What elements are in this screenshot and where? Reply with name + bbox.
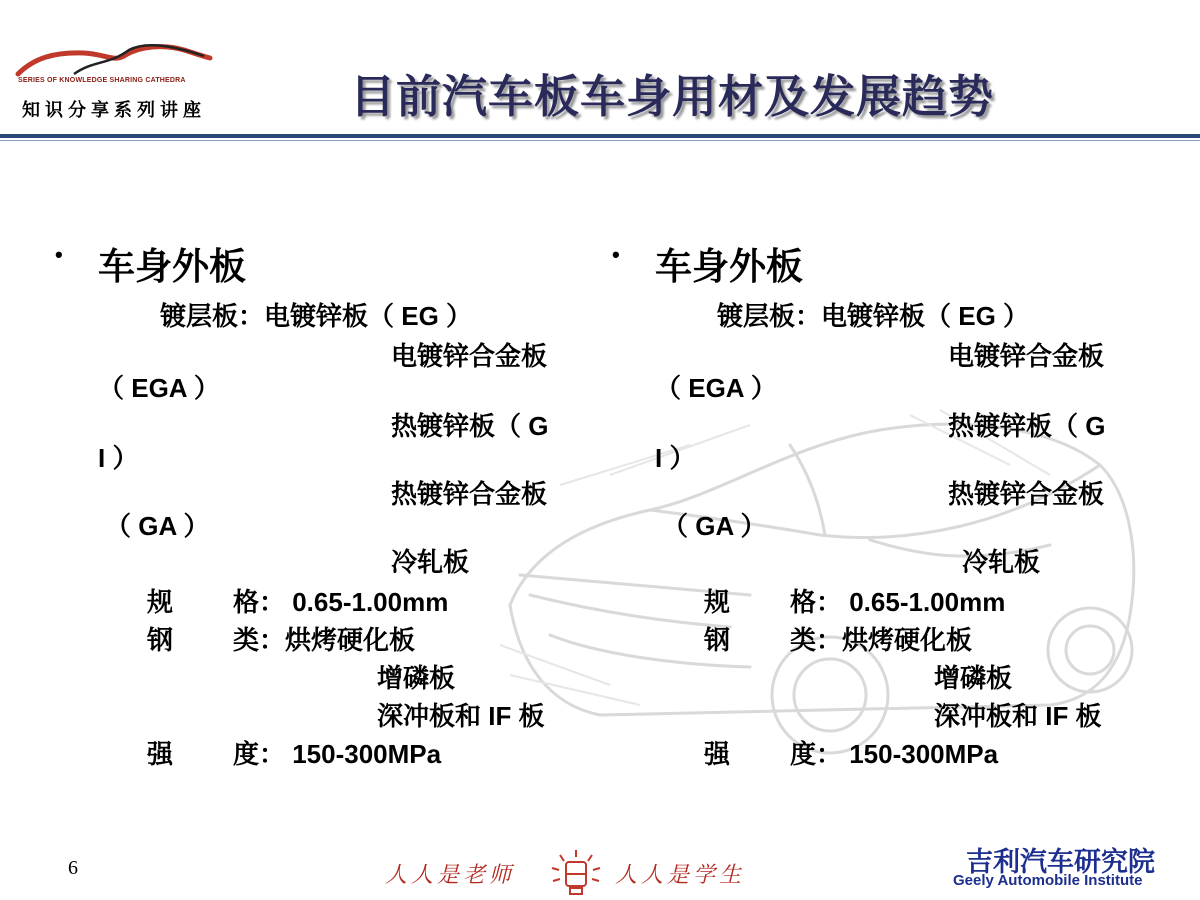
text-line: 深冲板和 IF 板 (934, 701, 1102, 731)
text-line: 规 (147, 587, 174, 617)
lamp-icon (548, 848, 604, 898)
text-line: 类：烘烤硬化板 (790, 625, 973, 655)
column-heading: 车身外板 (98, 246, 246, 287)
text-line: I ） (655, 443, 696, 473)
header-divider (0, 134, 1200, 138)
text-line: 电镀锌合金板 (391, 341, 548, 371)
text-line: 镀层板：电镀锌板（ EG ） (717, 301, 1030, 331)
text-line: （ GA ） (105, 511, 210, 541)
series-logo (14, 40, 224, 125)
text-line: 类：烘烤硬化板 (233, 625, 416, 655)
institute-name: 吉利汽车研究院 (966, 847, 1155, 877)
text-line: 度： 150-300MPa (233, 739, 442, 769)
car-logo-icon (14, 40, 214, 80)
text-line: 冷轧板 (962, 547, 1041, 577)
text-line: （ GA ） (662, 511, 767, 541)
text-line: 热镀锌板（ G (948, 411, 1106, 441)
text-line: 格： 0.65-1.00mm (233, 587, 449, 617)
text-line: 度： 150-300MPa (790, 739, 999, 769)
motto-right: 人人是学生 (615, 863, 746, 888)
institute-name-en: Geely Automobile Institute (953, 872, 1143, 889)
page-title: 目前汽车板车身用材及发展趋势 (350, 71, 995, 122)
logo-tagline: SERIES OF KNOWLEDGE SHARING CATHEDRA (18, 77, 186, 84)
text-line: 强 (704, 739, 731, 769)
text-line: 电镀锌合金板 (948, 341, 1105, 371)
text-line: 冷轧板 (391, 547, 470, 577)
text-line: 增磷板 (377, 663, 456, 693)
text-line: 规 (704, 587, 731, 617)
header-divider-thin (0, 140, 1200, 141)
text-line: I ） (98, 443, 139, 473)
text-line: 格： 0.65-1.00mm (790, 587, 1006, 617)
motto-left: 人人是老师 (385, 863, 516, 888)
text-line: 深冲板和 IF 板 (377, 701, 545, 731)
text-line: （ EGA ） (98, 373, 220, 403)
bullet: • (612, 242, 620, 267)
text-line: （ EGA ） (655, 373, 777, 403)
column-heading: 车身外板 (655, 246, 803, 287)
text-line: 热镀锌合金板 (391, 479, 548, 509)
bullet: • (55, 242, 63, 267)
series-name: 知识分享系列讲座 (22, 100, 206, 120)
text-line: 热镀锌合金板 (948, 479, 1105, 509)
page-number: 6 (68, 857, 78, 879)
text-line: 增磷板 (934, 663, 1013, 693)
text-line: 镀层板：电镀锌板（ EG ） (160, 301, 473, 331)
text-line: 强 (147, 739, 174, 769)
text-line: 热镀锌板（ G (391, 411, 549, 441)
text-line: 钢 (704, 625, 731, 655)
text-line: 钢 (147, 625, 174, 655)
